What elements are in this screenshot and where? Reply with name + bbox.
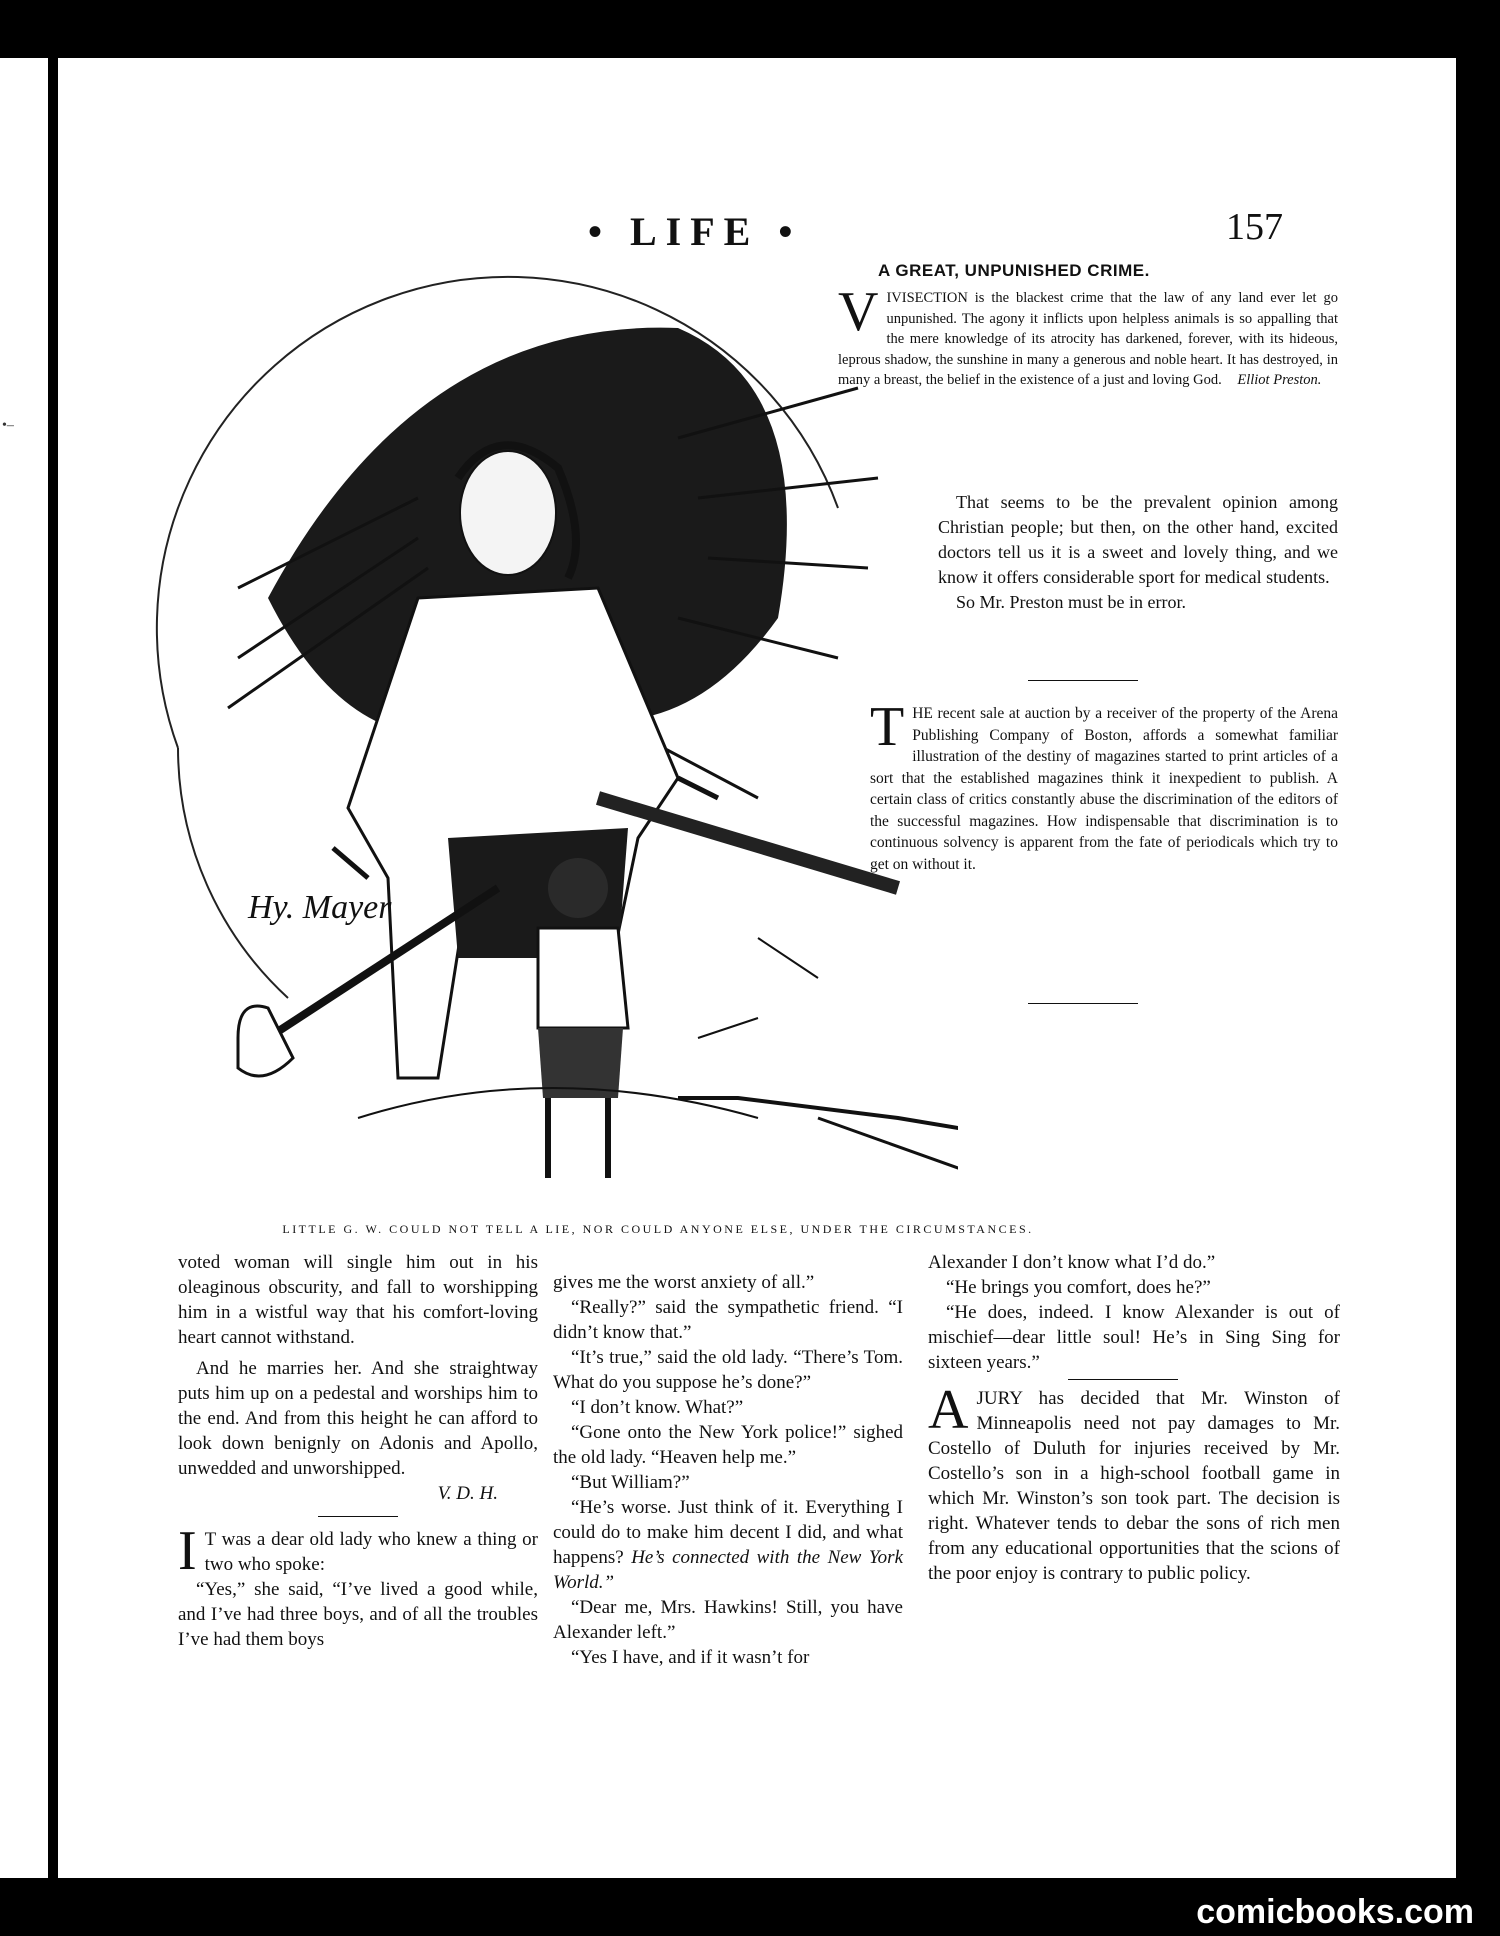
- vivisection-quote: V IVISECTION is the blackest crime that the law of any land ever let go unpunished. The agony it inflicts upon helpless animals is so appalling that the mere knowledge of its atrocity has darkened, forever, with its hideous, leprous shadow, the sunshine in many a generous and noble heart. It has destroyed, in many a breast, the belief in the existence of a just and loving God. Elliot Preston.: [838, 281, 1338, 388]
- masthead: • LIFE •: [588, 209, 802, 254]
- page-number: 157: [1226, 206, 1283, 248]
- dropcap: A: [928, 1379, 969, 1441]
- illustration-caption: LITTLE G. W. COULD NOT TELL A LIE, NOR COULD ANYONE ELSE, UNDER THE CIRCUMSTANCES.: [282, 1222, 1034, 1236]
- divider: [318, 1516, 398, 1517]
- dropcap: I: [178, 1520, 197, 1582]
- column-1: voted woman will single him out in his oleaginous obscurity, and fall to worshipping him in a wistful way that his comfort-loving heart cannot withstand. And he marries her. And she straightway puts him up on a pedestal and worships him to the end. And from this height he can afford to look down benignly on Adonis and Apollo, unwedded and unworshipped. V. D. H. I T was a dear old lady who knew a thing or two who spoke: “Yes,” she said, “I’ve lived a good while, and I’ve had three boys, and of all the troubles I’ve had them boys: [178, 1252, 538, 1650]
- reply-paragraph: That seems to be the prevalent opinion among Christian people; but then, on the other hand, excited doctors tell us it is a sweet and lovely thing, and we know it offers considerable sport for medical students. So Mr. Preston must be in error.: [938, 492, 1338, 612]
- signature-vdh: V. D. H.: [437, 1483, 498, 1504]
- previous-page-edge: [0, 58, 48, 1878]
- magazine-page: [58, 58, 1456, 1878]
- divider: [1028, 1003, 1138, 1004]
- headline: A GREAT, UNPUNISHED CRIME.: [878, 261, 1150, 280]
- arena-paragraph: T HE recent sale at auction by a receiver of the property of the Arena Publishing Company of Boston, affords a somewhat familiar illustration of the destiny of magazines started to print articles of a sort that the established magazines think it inexpedient to publish. A certain class of critics constantly abuse the discrimination of the editors of the successful magazines. How indispensable that discrimination is to continuous solvency is apparent from the fate of periodicals which try to get on without it.: [870, 696, 1338, 873]
- column-2: gives me the worst anxiety of all.” “Really?” said the sympathetic friend. “I didn’t know that.” “It’s true,” said the old lady. “There’s Tom. What do you suppose he’s done?” “I don’t know. What?” “Gone onto the New York police!” sighed the old lady. “Heaven help me.” “But William?” “He’s worse. Just think of it. Everything I could do to make him decent I did, and what happens? He’s connected with the New York World.” “Dear me, Mrs. Hawkins! Still, you have Alexander left.” “Yes I have, and if it wasn’t for: [553, 1272, 903, 1668]
- dropcap: T: [870, 696, 905, 758]
- site-watermark: comicbooks.com: [1196, 1893, 1474, 1931]
- circle-outline-lower: [178, 748, 288, 998]
- artist-signature: Hy. Mayer: [248, 889, 392, 926]
- divider: [1028, 680, 1138, 681]
- divider: [1068, 1379, 1178, 1380]
- dropcap: V: [838, 281, 879, 343]
- column-3: Alexander I don’t know what I’d do.” “He brings you comfort, does he?” “He does, indeed. I know Alexander is out of mischief—dear little soul! He’s in Sing Sing for sixteen years.” AJURY has decided that Mr. Winston of Minneapolis need not pay damages to Mr. Costello of Duluth for injuries received by Mr. Costello’s son in a high-school football game in which Mr. Winston’s son took part. The decision is right. Whatever tends to debar the sons of rich men from any educational opportunities that the scions of the poor enjoy is contrary to public policy.: [928, 1252, 1340, 1584]
- quote-author: Elliot Preston.: [1237, 372, 1322, 388]
- page-mark: •–: [2, 418, 14, 433]
- illustration: [118, 238, 958, 1218]
